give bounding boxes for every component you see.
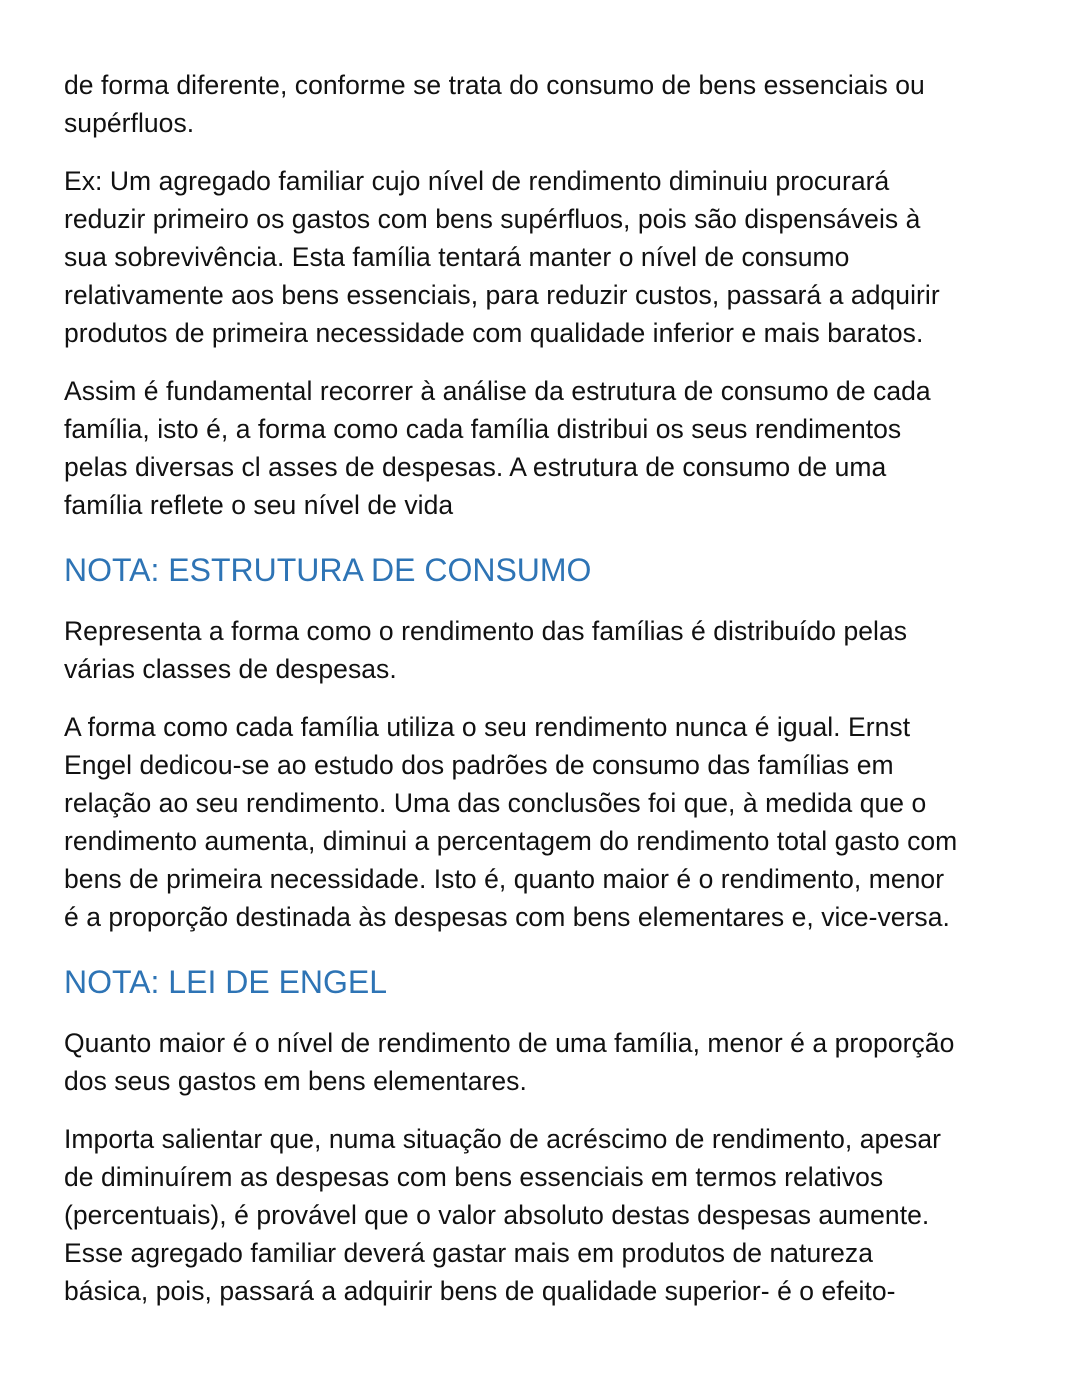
text-line: Assim é fundamental recorrer à análise da estrutura de consumo de cada: [64, 376, 931, 406]
text-line: relação ao seu rendimento. Uma das conclusões foi que, à medida que o: [64, 788, 927, 818]
text-line: bens de primeira necessidade. Isto é, quanto maior é o rendimento, menor: [64, 864, 945, 894]
text-line: Representa a forma como o rendimento das famílias é distribuído pelas: [64, 616, 908, 646]
text-line: de diminuírem as despesas com bens essenciais em termos relativos: [64, 1162, 884, 1192]
paragraph-consumption-structure-analysis: [64, 372, 1016, 524]
heading-nota-lei-de-engel: NOTA: LEI DE ENGEL: [64, 964, 388, 1000]
text-line: A forma como cada família utiliza o seu rendimento nunca é igual. Ernst: [64, 712, 911, 742]
text-line: produtos de primeira necessidade com qualidade inferior e mais baratos.: [64, 318, 924, 348]
text-line: Esse agregado familiar deverá gastar mais em produtos de natureza: [64, 1238, 873, 1268]
text-line: relativamente aos bens essenciais, para reduzir custos, passará a adquirir: [64, 280, 940, 310]
text-line: família, isto é, a forma como cada família distribui os seus rendimentos: [64, 414, 902, 444]
paragraph-example: [64, 162, 1016, 352]
text-line: sua sobrevivência. Esta família tentará manter o nível de consumo: [64, 242, 850, 272]
text-line: pelas diversas cl asses de despesas. A estrutura de consumo de uma: [64, 452, 887, 482]
text-line: de forma diferente, conforme se trata do consumo de bens essenciais ou: [64, 70, 925, 100]
text-line: família reflete o seu nível de vida: [64, 490, 454, 520]
text-line: rendimento aumenta, diminui a percentagem do rendimento total gasto com: [64, 826, 958, 856]
paragraph-engel-study: [64, 708, 1016, 936]
paragraph-engel-law-definition: [64, 1024, 1016, 1100]
paragraph-consumption-intro: [64, 66, 1016, 142]
text-line: várias classes de despesas.: [64, 654, 397, 684]
paragraph-income-increase-note: [64, 1120, 1016, 1310]
text-line: Engel dedicou-se ao estudo dos padrões de consumo das famílias em: [64, 750, 894, 780]
text-line: Ex: Um agregado familiar cujo nível de rendimento diminuiu procurará: [64, 166, 890, 196]
text-line: Quanto maior é o nível de rendimento de uma família, menor é a proporção: [64, 1028, 955, 1058]
text-line: (percentuais), é provável que o valor absoluto destas despesas aumente.: [64, 1200, 930, 1230]
heading-nota-estrutura-de-consumo: NOTA: ESTRUTURA DE CONSUMO: [64, 552, 592, 588]
text-line: básica, pois, passará a adquirir bens de qualidade superior- é o efeito-: [64, 1276, 896, 1306]
text-line: Importa salientar que, numa situação de acréscimo de rendimento, apesar: [64, 1124, 942, 1154]
text-line: dos seus gastos em bens elementares.: [64, 1066, 527, 1096]
text-line: reduzir primeiro os gastos com bens supérfluos, pois são dispensáveis à: [64, 204, 921, 234]
text-line: supérfluos.: [64, 108, 195, 138]
paragraph-consumption-structure-definition: [64, 612, 1016, 688]
text-line: é a proporção destinada às despesas com bens elementares e, vice-versa.: [64, 902, 950, 932]
